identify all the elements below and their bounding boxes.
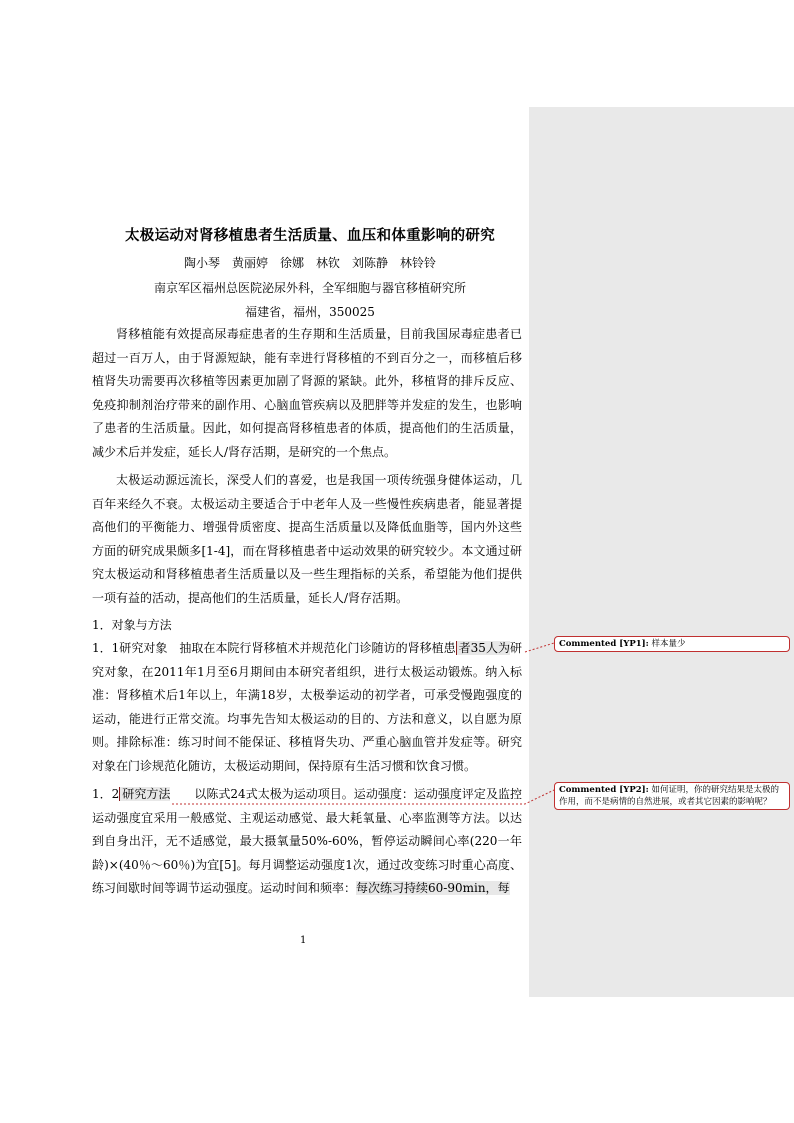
comment-margin-pane bbox=[529, 107, 794, 997]
methods-text-b: 以陈式24式太极为运动项目。运动强度：运动强度评定及监控运动强度宜采用一般感觉、主观运动感觉、最大耗氧量、心率监测等方法。以达到自身出汗，无不适感觉，最大摄氧量50%-60%，暂停运动瞬间心率(220一年龄)×(40％～60％)为宜[5]。每月调整运动强度1次，通过改变练习时重心高度、练习间歇时间等调节运动强度。运动时间和频率： bbox=[92, 787, 522, 895]
section-heading-methods: 1．对象与方法 bbox=[92, 618, 172, 632]
address: 福建省，福州，350025 bbox=[245, 305, 375, 319]
comment-balloon-1[interactable] bbox=[554, 636, 790, 652]
comment-author-1: Commented [YP1]: bbox=[559, 639, 649, 649]
comment-text-2: 如何证明，你的研究结果是太极的作用，而不是病情的自然进展，或者其它因素的影响呢？ bbox=[559, 785, 780, 807]
affiliation: 南京军区福州总医院泌尿外科，全军细胞与器官移植研究所 bbox=[153, 281, 466, 295]
paragraph-methods[interactable] bbox=[92, 783, 522, 901]
commented-text-1[interactable]: 者35人为 bbox=[456, 641, 510, 655]
subjects-text-b: 研究对象，在2011年1月至6月期间由本研究者组织，进行太极运动锻炼。纳入标准：肾移植术后1年以上，年满18岁，太极拳运动的初学者，可承受慢跑强度的运动，能进行正常交流。均事先告知太极运动的目的、方法和意义，以自愿为原则。排除标准：练习时间不能保证、移植肾失功、严重心脑血管并发症等。研究对象在门诊规范化随访，太极运动期间，保持原有生活习惯和饮食习惯。 bbox=[92, 641, 522, 773]
comment-author-2: Commented [YP2]: bbox=[559, 785, 649, 795]
page-number: 1 bbox=[300, 935, 307, 946]
methods-text-c: 每次练习持续60-90min，每 bbox=[356, 881, 510, 895]
paragraph-background[interactable]: 太极运动源远流长，深受人们的喜爱，也是我国一项传统强身健体运动，几百年来经久不衰。太极运动主要适合于中老年人及一些慢性疾病患者，能显著提高他们的平衡能力、增强骨质密度、提高生活质量以及降低血脂等，国内外这些方面的研究成果颇多[1-4]，而在肾移植患者中运动效果的研究较少。本文通过研究太极运动和肾移植患者生活质量以及一些生理指标的关系，希望能为他们提供一项有益的活动，提高他们的生活质量，延长人/肾存活期。 bbox=[92, 473, 522, 605]
comment-text-1: 样本量少 bbox=[651, 639, 686, 649]
comment-balloon-2[interactable] bbox=[554, 782, 790, 810]
paper-title: 太极运动对肾移植患者生活质量、血压和体重影响的研究 bbox=[125, 227, 495, 244]
paragraph-intro[interactable]: 肾移植能有效提高尿毒症患者的生存期和生活质量，目前我国尿毒症患者已超过一百万人，由于肾源短缺，能有幸进行肾移植的不到百分之一，而移植后移植肾失功需要再次移植等因素更加剧了肾源的紧缺。此外，移植肾的排斥反应、免疫抑制剂治疗带来的副作用、心脑血管疾病以及肥胖等并发症的发生，也影响了患者的生活质量。因此，如何提高肾移植患者的体质，提高他们的生活质量，减少术后并发症，延长人/肾存活期，是研究的一个焦点。 bbox=[92, 327, 522, 459]
commented-text-2[interactable]: 研究方法 bbox=[119, 787, 170, 801]
methods-label: 1．2 bbox=[92, 787, 120, 801]
subjects-text-a: 1．1研究对象 抽取在本院行肾移植术并规范化门诊随访的肾移植患 bbox=[92, 641, 456, 655]
paragraph-subjects[interactable] bbox=[92, 637, 522, 778]
author-list: 陶小琴 黄丽婷 徐娜 林钦 刘陈静 林铃铃 bbox=[183, 256, 436, 270]
